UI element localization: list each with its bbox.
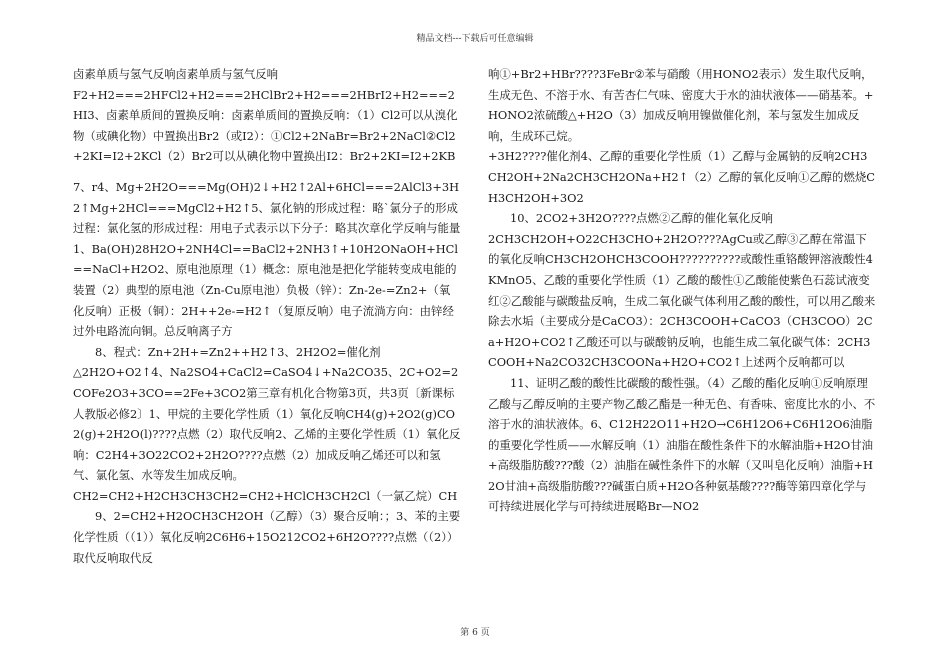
- paragraph: +3H2????催化剂4、乙醇的重要化学性质（1）乙醇与金属钠的反响2CH3CH2OH+2Na2CH3CH2ONa+H2↑（2）乙醇的氧化反响①乙醇的燃烧CH3CH2OH+3O2: [488, 149, 875, 205]
- paragraph: 响①+Br2+HBr????3FeBr②苯与硝酸（用HONO2表示）发生取代反响，生成无色、不溶于水、有苦杏仁气味、密度大于水的油状液体——硝基苯。+HONO2浓硫酸△+H2O（3）加成反响用镍做催化剂，苯与氢发生加成反响，生成环己烷。: [488, 67, 874, 143]
- page-header: 精品文档---下载后可任意编辑: [416, 34, 534, 44]
- paragraph: △2H2O+O2↑4、Na2SO4+CaCl2=CaSO4↓+Na2CO35、2C+O2=2COFe2O3+3CO==2Fe+3CO2第三章有机化合物第3页，共3页〔新课标人教版必修2〕1、甲烷的主要化学性质（1）氧化反响CH4(g)+2O2(g)CO2(g)+2H2O(l)????点燃（2）取代反响2、乙烯的主要化学性质（1）氧化反响：C2H4+3O22CO2+2H2O????点燃（2）加成反响乙烯还可以和氢气、氯化氢、水等发生加成反响。: [73, 365, 461, 483]
- paragraph: CH2=CH2+H2CH3CH3CH2=CH2+HClCH3CH2Cl（一氯乙烷）CH: [73, 488, 458, 503]
- paragraph: 8、程式：Zn+2H+=Zn2++H2↑3、2H2O2=催化剂: [95, 344, 381, 359]
- paragraph: 卤素单质与氢气反响卤素单质与氢气反响: [73, 67, 279, 81]
- paragraph: 10、2CO2+3H2O????点燃②乙醇的催化氧化反响: [510, 211, 773, 226]
- paragraph: 9、2=CH2+H2OCH3CH2OH（乙醇）（3）聚合反响：；3、苯的主要化学性质（（1））氧化反响2C6H6+15O212CO2+6H2O????点燃（（2））取代反响取代反: [73, 509, 461, 565]
- paragraph: 11、证明乙酸的酸性比碳酸的酸性强。（4）乙酸的酯化反响①反响原理乙酸与乙醇反响的主要产物乙酸乙酯是一种无色、有香味、密度比水的小、不溶于水的油状液体。6、C12H22O11+H2O→C6H12O6+C6H12O6油脂的重要化学性质——水解反响（1）油脂在酸性条件下的水解油脂+H2O甘油+高级脂肪酸???酸（2）油脂在碱性条件下的水解（又叫皂化反响）油脂+H2O甘油+高级脂肪酸???碱蛋白质+H2O各种氨基酸????酶等第四章化学与可持续进展化学与可持续进展略Br—NO2: [488, 375, 876, 514]
- page-number: 第 6 页: [460, 628, 490, 638]
- paragraph: 7、r4、Mg+2H2O===Mg(OH)2↓+H2↑2Al+6HCl===2AlCl3+3H2↑Mg+2HCl===MgCl2+H2↑5、氯化钠的形成过程：略`氯分子的形成过程：氯化氢的形成过程：用电子式表示以下分子：略其次章化学反响与能量: [73, 179, 461, 236]
- paragraph: 2CH3CH2OH+O22CH3CHO+2H2O????AgCu或乙醇③乙醇在常温下的氧化反响CH3CH2OHCH3COOH??????????或酸性重铬酸钾溶液酸性4KMnO5、乙酸的重要化学性质（1）乙酸的酸性①乙酸能使紫色石蕊试液变红②乙酸能与碳酸盐反响，生成二氧化碳气体利用乙酸的酸性，可以用乙酸来除去水垢（主要成分是CaCO3）：2CH3COOH+CaCO3（CH3COO）2Ca+H2O+CO2↑乙酸还可以与碳酸钠反响，也能生成二氧化碳气体：2CH3COOH+Na2CO32CH3COONa+H2O+CO2↑上述两个反响都可以: [488, 231, 876, 370]
- paragraph: 1、Ba(OH)28H2O+2NH4Cl==BaCl2+2NH3↑+10H2ONaOH+HCl==NaCl+H2O2、原电池原理（1）概念：原电池是把化学能转变成电能的装置（2）典型的原电池（Zn-Cu原电池）负极（锌）：Zn-2e-=Zn2+（氧化反响）正极（铜）：2H++2e-=H2↑（复原反响）电子流淌方向：由锌经过外电路流向铜。总反响离子方: [73, 241, 459, 339]
- right-column: [488, 64, 876, 517]
- left-column: [73, 64, 461, 568]
- paragraph: F2+H2===2HFCl2+H2===2HClBr2+H2===2HBrI2+H2===2HI3、卤素单质间的置换反响：卤素单质间的置换反响：（1）Cl2可以从溴化物（或碘化物）中置换出Br2（或I2）：①Cl2+2NaBr=Br2+2NaCl②Cl2+2KI=I2+2KCl（2）Br2可以从碘化物中置换出I2：Br2+2KI=I2+2KB: [73, 87, 458, 164]
